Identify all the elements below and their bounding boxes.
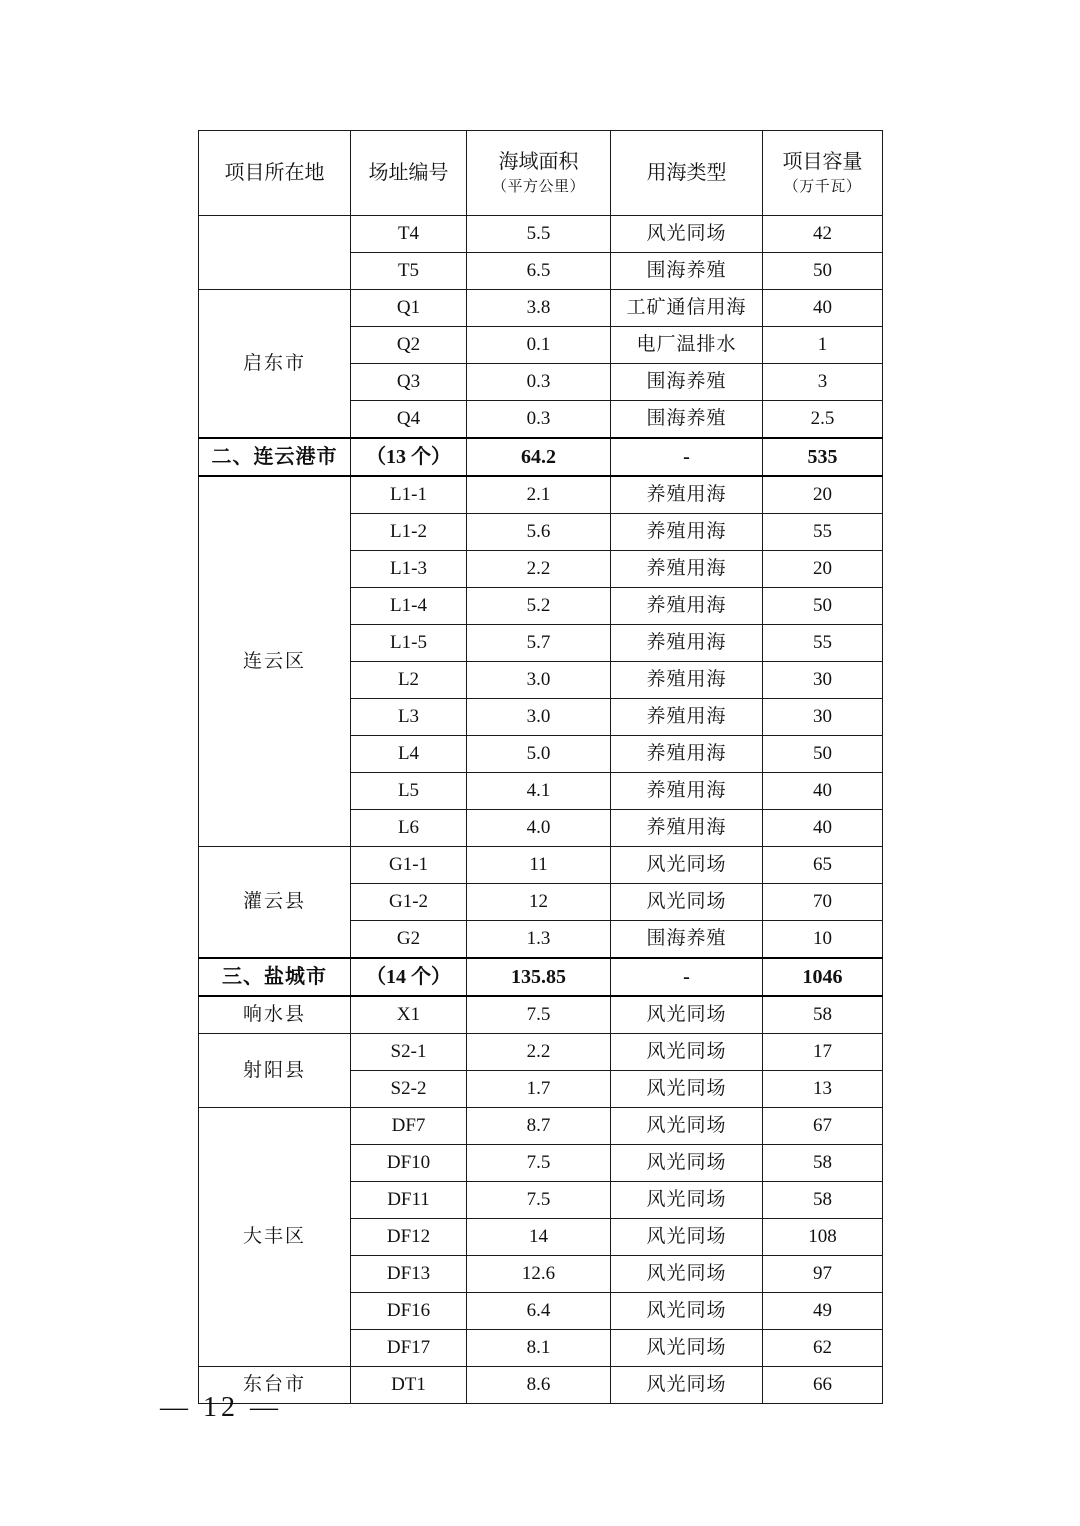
row-use-type: 电厂温排水 [611, 327, 763, 364]
row-use-type: 风光同场 [611, 1034, 763, 1071]
row-sea-area: 4.1 [467, 773, 611, 810]
table-row [199, 1034, 883, 1071]
col-header-location-main: 项目所在地 [224, 162, 325, 184]
col-header-site-code-main: 场址编号 [368, 162, 449, 184]
row-sea-area: 14 [467, 1219, 611, 1256]
row-use-type: 风光同场 [611, 1182, 763, 1219]
row-region [199, 216, 351, 290]
section-total-capacity: 535 [763, 438, 883, 476]
row-capacity: 62 [763, 1330, 883, 1367]
row-use-type: 养殖用海 [611, 551, 763, 588]
row-sea-area: 1.3 [467, 921, 611, 959]
row-region: 大丰区 [199, 1108, 351, 1367]
row-capacity: 50 [763, 588, 883, 625]
row-use-type: 围海养殖 [611, 253, 763, 290]
row-sea-area: 5.0 [467, 736, 611, 773]
col-header-sea-area-unit: （平方公里） [491, 178, 585, 195]
row-site-code: L1-1 [351, 476, 467, 514]
col-header-sea-area-main: 海域面积 [498, 150, 579, 173]
row-capacity: 3 [763, 364, 883, 401]
row-capacity: 66 [763, 1367, 883, 1404]
row-capacity: 1 [763, 327, 883, 364]
section-total-area: 64.2 [467, 438, 611, 476]
row-use-type: 围海养殖 [611, 921, 763, 959]
section-title: 三、盐城市 [199, 958, 351, 996]
row-site-code: DF16 [351, 1293, 467, 1330]
row-sea-area: 7.5 [467, 996, 611, 1034]
row-capacity: 67 [763, 1108, 883, 1145]
page-number: — 12 — [160, 1392, 282, 1423]
row-capacity: 65 [763, 847, 883, 884]
row-sea-area: 6.4 [467, 1293, 611, 1330]
row-capacity: 58 [763, 1145, 883, 1182]
row-site-code: DF13 [351, 1256, 467, 1293]
row-use-type: 风光同场 [611, 996, 763, 1034]
row-sea-area: 6.5 [467, 253, 611, 290]
row-capacity: 40 [763, 773, 883, 810]
row-capacity: 50 [763, 253, 883, 290]
row-use-type: 养殖用海 [611, 625, 763, 662]
table-row [199, 216, 883, 253]
row-sea-area: 4.0 [467, 810, 611, 847]
row-use-type: 风光同场 [611, 1219, 763, 1256]
row-capacity: 20 [763, 476, 883, 514]
row-use-type: 风光同场 [611, 1071, 763, 1108]
row-site-code: L5 [351, 773, 467, 810]
sea-area-project-table [198, 130, 883, 1404]
row-sea-area: 7.5 [467, 1182, 611, 1219]
row-region: 东台市 [199, 1367, 351, 1404]
row-capacity: 49 [763, 1293, 883, 1330]
col-header-capacity-unit: （万千瓦） [783, 178, 862, 195]
table-row [199, 1108, 883, 1145]
row-use-type: 风光同场 [611, 1108, 763, 1145]
row-sea-area: 5.2 [467, 588, 611, 625]
row-site-code: L3 [351, 699, 467, 736]
table-row [199, 476, 883, 514]
row-sea-area: 2.2 [467, 551, 611, 588]
row-region: 射阳县 [199, 1034, 351, 1108]
row-site-code: Q1 [351, 290, 467, 327]
row-capacity: 58 [763, 996, 883, 1034]
table-section-row [199, 438, 883, 476]
row-site-code: Q3 [351, 364, 467, 401]
row-sea-area: 3.8 [467, 290, 611, 327]
table-row [199, 290, 883, 327]
row-capacity: 17 [763, 1034, 883, 1071]
row-capacity: 30 [763, 662, 883, 699]
row-sea-area: 5.6 [467, 514, 611, 551]
row-sea-area: 3.0 [467, 699, 611, 736]
row-site-code: DF12 [351, 1219, 467, 1256]
section-use-type: - [611, 958, 763, 996]
col-header-site-code [351, 131, 467, 216]
row-use-type: 风光同场 [611, 1330, 763, 1367]
row-use-type: 围海养殖 [611, 364, 763, 401]
row-capacity: 55 [763, 514, 883, 551]
row-capacity: 108 [763, 1219, 883, 1256]
row-sea-area: 11 [467, 847, 611, 884]
row-use-type: 工矿通信用海 [611, 290, 763, 327]
row-site-code: L2 [351, 662, 467, 699]
table-header [199, 131, 883, 216]
row-sea-area: 5.7 [467, 625, 611, 662]
row-site-code: S2-1 [351, 1034, 467, 1071]
row-capacity: 55 [763, 625, 883, 662]
section-title: 二、连云港市 [199, 438, 351, 476]
row-capacity: 40 [763, 290, 883, 327]
row-capacity: 10 [763, 921, 883, 959]
row-site-code: DF17 [351, 1330, 467, 1367]
row-site-code: DF11 [351, 1182, 467, 1219]
row-site-code: DT1 [351, 1367, 467, 1404]
row-site-code: L1-4 [351, 588, 467, 625]
row-sea-area: 8.6 [467, 1367, 611, 1404]
row-capacity: 2.5 [763, 401, 883, 439]
table-section-row [199, 958, 883, 996]
section-total-area: 135.85 [467, 958, 611, 996]
table-body [199, 216, 883, 1404]
row-use-type: 风光同场 [611, 847, 763, 884]
row-sea-area: 2.1 [467, 476, 611, 514]
row-capacity: 20 [763, 551, 883, 588]
row-sea-area: 8.1 [467, 1330, 611, 1367]
col-header-capacity-main: 项目容量 [782, 150, 863, 173]
row-capacity: 58 [763, 1182, 883, 1219]
row-use-type: 养殖用海 [611, 476, 763, 514]
row-site-code: DF10 [351, 1145, 467, 1182]
row-sea-area: 0.3 [467, 401, 611, 439]
row-sea-area: 12.6 [467, 1256, 611, 1293]
row-use-type: 养殖用海 [611, 810, 763, 847]
row-site-code: G1-2 [351, 884, 467, 921]
row-use-type: 养殖用海 [611, 699, 763, 736]
row-site-code: T5 [351, 253, 467, 290]
section-use-type: - [611, 438, 763, 476]
row-site-code: L1-2 [351, 514, 467, 551]
row-site-code: L1-5 [351, 625, 467, 662]
table-row [199, 847, 883, 884]
section-total-capacity: 1046 [763, 958, 883, 996]
row-use-type: 养殖用海 [611, 514, 763, 551]
row-sea-area: 2.2 [467, 1034, 611, 1071]
row-use-type: 风光同场 [611, 1367, 763, 1404]
row-use-type: 养殖用海 [611, 736, 763, 773]
row-capacity: 30 [763, 699, 883, 736]
row-sea-area: 5.5 [467, 216, 611, 253]
row-site-code: L4 [351, 736, 467, 773]
row-use-type: 养殖用海 [611, 773, 763, 810]
row-site-code: G1-1 [351, 847, 467, 884]
row-use-type: 养殖用海 [611, 588, 763, 625]
row-use-type: 风光同场 [611, 1256, 763, 1293]
row-region: 启东市 [199, 290, 351, 439]
row-site-code: Q2 [351, 327, 467, 364]
col-header-use-type-main: 用海类型 [646, 162, 727, 184]
row-use-type: 风光同场 [611, 1145, 763, 1182]
row-capacity: 42 [763, 216, 883, 253]
col-header-use-type [611, 131, 763, 216]
row-sea-area: 8.7 [467, 1108, 611, 1145]
row-sea-area: 7.5 [467, 1145, 611, 1182]
row-capacity: 50 [763, 736, 883, 773]
row-site-code: Q4 [351, 401, 467, 439]
row-sea-area: 0.1 [467, 327, 611, 364]
row-site-code: DF7 [351, 1108, 467, 1145]
table-row [199, 996, 883, 1034]
sea-area-project-table-wrapper [198, 130, 882, 1404]
row-sea-area: 12 [467, 884, 611, 921]
row-site-code: T4 [351, 216, 467, 253]
row-region: 连云区 [199, 476, 351, 847]
row-capacity: 13 [763, 1071, 883, 1108]
section-count: （13 个） [351, 438, 467, 476]
row-region: 灌云县 [199, 847, 351, 959]
col-header-capacity [763, 131, 883, 216]
row-region: 响水县 [199, 996, 351, 1034]
table-header-row [199, 131, 883, 216]
row-sea-area: 1.7 [467, 1071, 611, 1108]
row-capacity: 40 [763, 810, 883, 847]
row-site-code: L6 [351, 810, 467, 847]
section-count: （14 个） [351, 958, 467, 996]
row-site-code: X1 [351, 996, 467, 1034]
col-header-location [199, 131, 351, 216]
row-use-type: 养殖用海 [611, 662, 763, 699]
row-site-code: L1-3 [351, 551, 467, 588]
row-sea-area: 0.3 [467, 364, 611, 401]
row-site-code: S2-2 [351, 1071, 467, 1108]
row-sea-area: 3.0 [467, 662, 611, 699]
col-header-sea-area [467, 131, 611, 216]
row-use-type: 围海养殖 [611, 401, 763, 439]
row-use-type: 风光同场 [611, 1293, 763, 1330]
row-site-code: G2 [351, 921, 467, 959]
row-capacity: 70 [763, 884, 883, 921]
row-use-type: 风光同场 [611, 216, 763, 253]
row-capacity: 97 [763, 1256, 883, 1293]
row-use-type: 风光同场 [611, 884, 763, 921]
table-row [199, 1367, 883, 1404]
